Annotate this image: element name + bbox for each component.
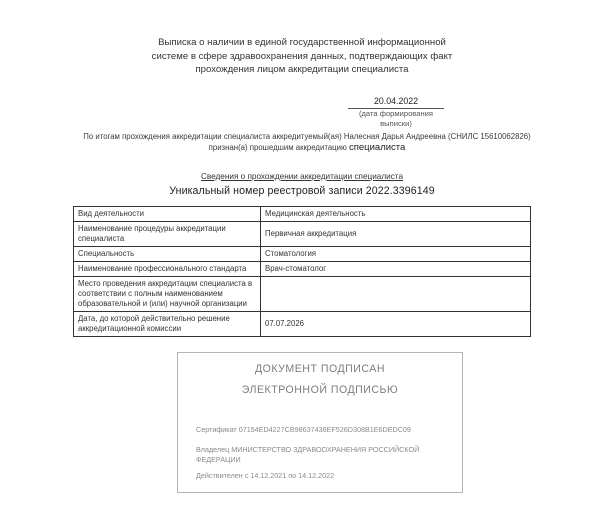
row-value: Врач-стоматолог [261,262,531,277]
table-row [74,312,531,337]
section-title: Сведения о прохождении аккредитации специалиста [200,172,404,181]
header-line-1: Выписка о наличии в единой государственной информационной [158,37,446,48]
stamp-validity: Действителен с 14.12.2021 по 14.12.2022 [196,471,335,480]
row-label: Вид деятельности [74,207,261,222]
stamp-title-signed: ДОКУМЕНТ ПОДПИСАН [254,363,386,375]
table-row [74,277,531,312]
row-value: Медицинская деятельность [261,207,531,222]
row-value: Стоматология [261,247,531,262]
row-label: Место проведения аккредитации специалиста в соответствии с полным наименованием образовательной и (или) научной организации [74,277,261,312]
accreditation-info-table [73,206,531,337]
statement-prefix: признан(а) прошедшим аккредитацию [208,143,347,152]
header-line-3: прохождения лицом аккредитации специалиста [195,64,409,75]
row-label: Дата, до которой действительно решение аккредитационной комиссии [74,312,261,337]
row-value: 07.07.2026 [261,312,531,337]
row-value: Первичная аккредитация [261,222,531,247]
registry-number: Уникальный номер реестровой записи 2022.3396149 [169,185,435,197]
stamp-owner: Владелец МИНИСТЕРСТВО ЗДРАВООХРАНЕНИЯ РОССИЙСКОЙ ФЕДЕРАЦИИ [196,445,420,464]
header-line-2: системе в сфере здравоохранения данных, подтверждающих факт [151,50,453,62]
table-row [74,207,531,222]
row-label: Специальность [74,247,261,262]
statement-line-1: По итогам прохождения аккредитации специалиста аккредитуемый(ая) Налесная Дарья Андреевна (СНИЛС 15610062826) [83,132,531,141]
extract-date-caption: (дата формирования выписки) [358,109,434,128]
row-value [261,277,531,312]
row-label: Наименование процедуры аккредитации специалиста [74,222,261,247]
table-row [74,247,531,262]
row-label: Наименование профессионального стандарта [74,262,261,277]
statement-line-2 [80,142,534,153]
extract-date-value: 20.04.2022 [373,96,419,106]
electronic-signature-stamp [177,352,463,493]
extract-date-block [348,96,444,129]
document-header [120,36,484,77]
accreditation-statement [80,131,534,153]
table-row [74,262,531,277]
stamp-title-electronic: ЭЛЕКТРОННОЙ ПОДПИСЬЮ [241,384,399,396]
statement-specialist-word: специалиста [349,142,406,153]
stamp-certificate: Сертификат 07154ED4227CB98637436EF526D308B1E6DEDC09 [196,425,411,434]
table-row [74,222,531,247]
